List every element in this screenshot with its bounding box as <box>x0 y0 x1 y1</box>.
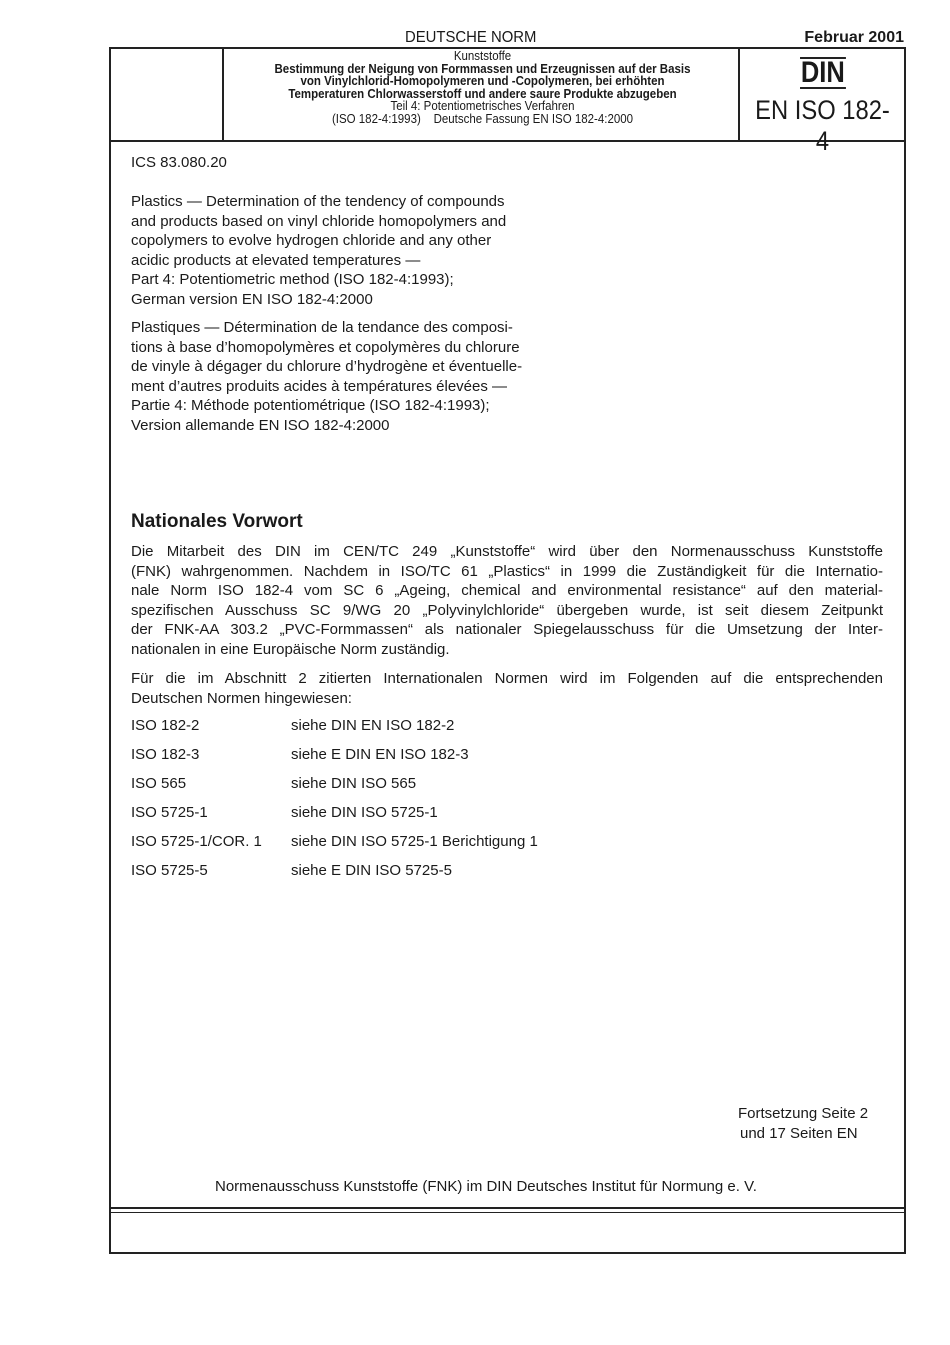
vorwort-paragraph-2: Für die im Abschnitt 2 zitierten Internationalen Normen wird im Folgenden auf die entsprechenden Deutschen Normen hingewiesen: <box>131 670 883 707</box>
publication-date: Februar 2001 <box>804 29 904 46</box>
standard-number: EN ISO 182-4 <box>755 95 890 156</box>
reference-row: ISO 5725-1 siehe DIN ISO 5725-1 <box>131 804 438 821</box>
din-logo: DIN <box>800 56 845 89</box>
reference-row: ISO 182-2 siehe DIN EN ISO 182-2 <box>131 717 455 734</box>
english-title: Plastics — Determination of the tendency of compounds and products based on vinyl chloride homopolymers and copolymers to evolve hydrogen chloride and any other acidic products at elevated temperatures — Part 4: Potentiometric method (ISO 182-4:1993); German version EN ISO 182-4:2000 <box>131 193 507 308</box>
title-block <box>246 50 720 125</box>
ics-code: ICS 83.080.20 <box>131 154 227 171</box>
title-subject: Kunststoffe <box>453 49 512 63</box>
reference-row: ISO 182-3 siehe E DIN EN ISO 182-3 <box>131 746 469 763</box>
title-part: Teil 4: Potentiometrisches Verfahren <box>390 99 575 113</box>
title-line: Bestimmung der Neigung von Formmassen und Erzeugnissen auf der Basis <box>274 61 691 76</box>
committee-footer: Normenausschuss Kunststoffe (FNK) im DIN Deutsches Institut für Normung e. V. <box>215 1178 757 1195</box>
section-heading: Nationales Vorwort <box>131 511 303 532</box>
title-line: von Vinylchlorid-Homopolymeren und -Copolymeren, bei erhöhten <box>300 74 665 88</box>
reference-row: ISO 5725-1/COR. 1 siehe DIN ISO 5725-1 Berichtigung 1 <box>131 833 538 850</box>
reference-row: ISO 5725-5 siehe E DIN ISO 5725-5 <box>131 862 452 879</box>
continuation-note: Fortsetzung Seite 2 und 17 Seiten EN <box>738 1105 869 1142</box>
title-version: (ISO 182-4:1993) Deutsche Fassung EN ISO 182-4:2000 <box>331 111 634 126</box>
title-line: Temperaturen Chlorwasserstoff und andere saure Produkte abzugeben <box>288 86 677 101</box>
french-title: Plastiques — Détermination de la tendance des composi- tions à base d’homopolymères et copolymères du chlorure de vinyle à dégager du chlorure d’hydrogène et éventuelle- ment d’autres produits acides à températures élevées — Partie 4: Méthode potentiométrique (ISO 182-4:1993); Version allemande EN ISO 182-4:2000 <box>131 319 523 434</box>
deutsche-norm-label: DEUTSCHE NORM <box>405 29 537 46</box>
reference-row: ISO 565 siehe DIN ISO 565 <box>131 775 417 792</box>
din-block <box>741 57 904 157</box>
vorwort-paragraph-1: Die Mitarbeit des DIN im CEN/TC 249 „Kunststoffe“ wird über den Normenausschuss Kunststoffe (FNK) wahrgenommen. Nachdem in ISO/TC 61 „Plastics“ in 1999 die Zuständigkeit für die Internatio- nale Norm ISO 182-4 vom SC 6 „Ageing, chemical and environmental resistance“ auf den material- spezifischen Ausschuss SC 9/WG 20 „Polyvinylchloride“ übergeben wurde, ist seit diesem Zeitpunkt der FNK-AA 303.2 „PVC-Formmassen“ als nationaler Spiegelausschuss für die Umsetzung der Inter- nationalen in eine Europäische Norm zuständig. <box>131 543 883 658</box>
